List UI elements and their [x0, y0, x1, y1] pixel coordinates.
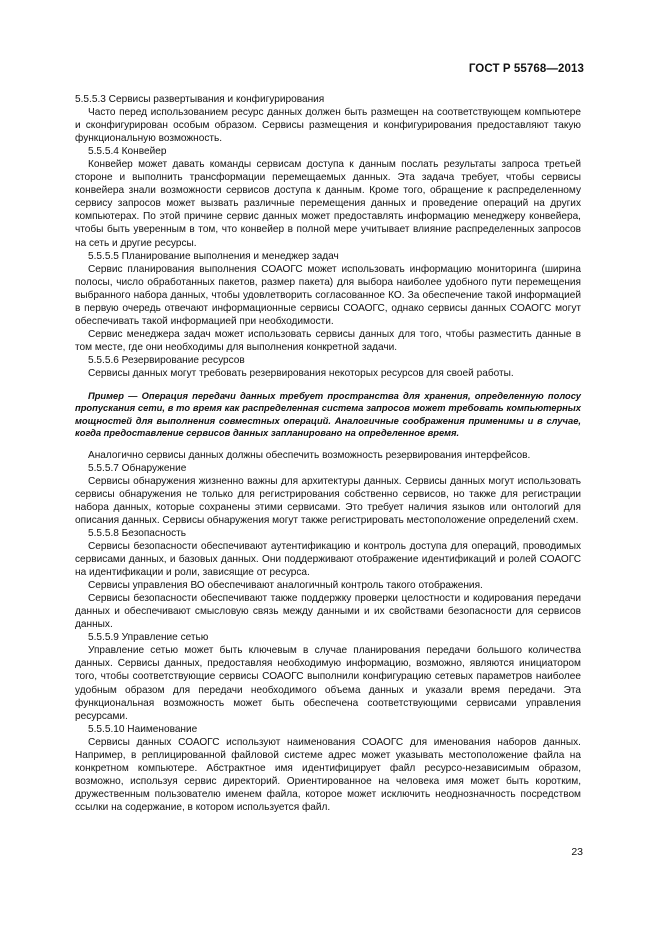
paragraph: Сервисы безопасности обеспечивают аутентификацию и контроль доступа для операций, проводимых сервисами данных, и базовых данных. Они поддерживают отображение идентификаций и ролей СОАОГС на идентификации и роли, зависящие от ресурса.: [75, 540, 581, 579]
standard-header: ГОСТ Р 55768—2013: [468, 63, 584, 75]
paragraph: Сервисы управления ВО обеспечивают аналогичный контроль такого отображения.: [88, 580, 483, 592]
section-heading-5-5-5-5: 5.5.5.5 Планирование выполнения и менеджер задач: [88, 250, 339, 262]
paragraph: Сервисы данных СОАОГС используют наименования СОАОГС для именования наборов данных. Например, в реплицированной файловой системе адрес может указывать местоположение файла на конкретном компьютере. Абстрактное имя идентифицирует файл ресурсо-независимым образом, возможно, используя сервис директорий. Ориентированное на человека имя может быть коротким, дружественным пользователю именем файла, которое может исключить неоднозначность посредством ссылки на содержание, в котором используется файл.: [75, 736, 581, 813]
section-heading-5-5-5-10: 5.5.5.10 Наименование: [88, 723, 198, 735]
paragraph: Часто перед использованием ресурс данных должен быть размещен на соответствующем компьютере и сконфигурирован особым образом. Сервисы размещения и конфигурирования предоставляют такую функциональную возможность.: [75, 107, 581, 145]
paragraph: Сервисы данных могут требовать резервирования некоторых ресурсов для своей работы.: [88, 367, 514, 379]
paragraph: Сервисы безопасности обеспечивают также поддержку проверки целостности и кодирования передачи данных и обеспечивают смысловую связь между данными и их свойствами безопасности для сервисов данных.: [75, 593, 581, 631]
page-number: 23: [571, 846, 583, 858]
section-heading-5-5-5-3: 5.5.5.3 Сервисы развертывания и конфигурирования: [75, 94, 325, 105]
section-heading-5-5-5-4: 5.5.5.4 Конвейер: [88, 146, 167, 158]
paragraph: Аналогично сервисы данных должны обеспечить возможность резервирования интерфейсов.: [88, 449, 531, 461]
paragraph: Сервис планирования выполнения СОАОГС может использовать информацию мониторинга (ширина полосы, число обработанных пакетов, размер пакета) для выбора наиболее удобного пути перемещения выбранного набора данных, чтобы удовлетворить согласованное КО. За обеспечение такой информацией в первую очередь отвечают информационные сервисы СОАОГС, однако сервисы данных СОАОГС могут обеспечивать такой информацией при необходимости.: [75, 263, 581, 327]
example-note: Пример — Операция передачи данных требует пространства для хранения, определенную полосу пропускания сети, в то время как распределенная система запросов может требовать компьютерных мощностей для выполнения совместных операций. Аналогичные соображения применимы и в случае, когда предоставление сервисов данных запланировано на определенное время.: [75, 391, 581, 439]
body-text: [75, 93, 581, 814]
section-heading-5-5-5-6: 5.5.5.6 Резервирование ресурсов: [88, 354, 245, 366]
paragraph: Сервисы обнаружения жизненно важны для архитектуры данных. Сервисы данных могут использовать сервисы обнаружения не только для регистрирования собственно сервисов, но также для регистрации набора данных, которые сохранены этими сервисами. Это требует наличия языков или онтологий для описания данных. Сервисы обнаружения могут также регистрировать местоположение определений схем.: [75, 475, 581, 526]
section-heading-5-5-5-9: 5.5.5.9 Управление сетью: [88, 632, 209, 644]
section-heading-5-5-5-7: 5.5.5.7 Обнаружение: [88, 462, 187, 474]
paragraph: Сервис менеджера задач может использовать сервисы данных для того, чтобы разместить данные в том месте, где они необходимы для выполнения конкретной задачи.: [75, 328, 581, 353]
paragraph: Конвейер может давать команды сервисам доступа к данным послать результаты запроса третьей стороне и выполнить трансформации перемещаемых данных. Эта задача требует, чтобы сервисы конвейера знали возможности сервисов доступа к данным. Кроме того, обращение к распределенному сервису запросов может вызвать различные перемещения данных и проведение операций на других компьютерах. По этой причине сервис данных может предоставлять информацию менеджеру конвейера, чтобы быть уверенным в том, что конвейер в полной мере учитывает влияние распределенных запросов на сеть и другие ресурсы.: [75, 159, 581, 249]
paragraph: Управление сетью может быть ключевым в случае планирования передачи большого количества данных. Сервисы данных, предоставляя необходимую информацию, возможно, являются инициатором того, чтобы соответствующие сервисы СОАОГС выполнили конфигурацию сетевых параметров наиболее удобным образом для передачи необходимого объема данных и указали время передачи. Эта функциональная возможность может быть обеспечена соответствующими сервисами управления ресурсами.: [75, 645, 581, 722]
section-heading-5-5-5-8: 5.5.5.8 Безопасность: [88, 527, 187, 539]
